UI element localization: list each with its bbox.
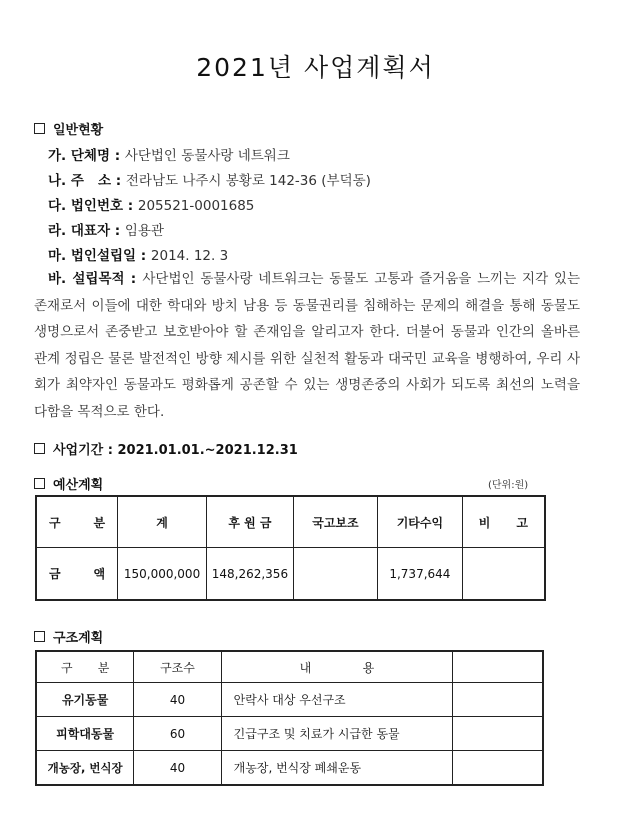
table-row <box>36 717 543 751</box>
section-title: 구조계획 <box>53 631 104 646</box>
cell-count: 40 <box>134 683 221 717</box>
page-title: 2021년 사업계획서 <box>196 53 435 82</box>
table-row <box>36 751 543 786</box>
section-period-heading <box>34 439 298 458</box>
cell-subsidy <box>293 548 377 601</box>
cell-empty <box>453 683 543 717</box>
rescue-header-row <box>36 651 543 683</box>
header-donation: 후 원 금 <box>206 496 293 548</box>
cell-content: 안락사 대상 우선구조 <box>221 683 453 717</box>
cell-empty <box>453 751 543 786</box>
info-item-founding-date: 마. 법인설립일 : 2014. 12. 3 <box>48 248 229 264</box>
checkbox-square-icon <box>34 123 45 134</box>
header-empty <box>453 651 543 683</box>
cell-total: 150,000,000 <box>118 548 207 601</box>
cell-empty <box>453 717 543 751</box>
section-budget-heading <box>34 474 103 493</box>
cell-count: 60 <box>134 717 221 751</box>
cell-content: 긴급구조 및 치료가 시급한 동물 <box>221 717 453 751</box>
checkbox-square-icon <box>34 478 45 489</box>
cell-other-income: 1,737,644 <box>378 548 463 601</box>
header-other-income: 기타수익 <box>378 496 463 548</box>
section-title: 일반현황 <box>53 123 104 138</box>
budget-amount-row <box>36 548 545 601</box>
header-subsidy: 국고보조 <box>293 496 377 548</box>
cell-donation: 148,262,356 <box>206 548 293 601</box>
header-rescue-count: 구조수 <box>134 651 221 683</box>
checkbox-square-icon <box>34 631 45 642</box>
section-title: 예산계획 <box>53 478 104 493</box>
cell-count: 40 <box>134 751 221 786</box>
header-note: 비 고 <box>462 496 545 548</box>
header-category: 구 분 <box>36 496 118 548</box>
cell-note <box>462 548 545 601</box>
section-general-heading <box>34 119 103 138</box>
header-total: 계 <box>118 496 207 548</box>
section-title: 사업기간 : 2021.01.01.~2021.12.31 <box>53 443 298 458</box>
budget-header-row <box>36 496 545 548</box>
rescue-table <box>35 650 544 786</box>
unit-label: (단위:원) <box>488 480 529 491</box>
row-label: 금 액 <box>36 548 118 601</box>
budget-table <box>35 495 546 601</box>
cell-category: 피학대동물 <box>36 717 134 751</box>
header-category: 구 분 <box>36 651 134 683</box>
info-item-org-name: 가. 단체명 : 사단법인 동물사랑 네트워크 <box>48 148 290 164</box>
table-row <box>36 683 543 717</box>
cell-category: 개농장, 번식장 <box>36 751 134 786</box>
cell-category: 유기동물 <box>36 683 134 717</box>
header-content: 내 용 <box>221 651 453 683</box>
checkbox-square-icon <box>34 443 45 454</box>
cell-content: 개농장, 번식장 폐쇄운동 <box>221 751 453 786</box>
info-item-purpose: 바. 설립목적 : 사단법인 동물사랑 네트워크는 동물도 고통과 즐거움을 느끼는 지각 있는 존재로서 이들에 대한 학대와 방치 남용 등 동물권리를 침해하는 문제의 해결을 통해 동물도 생명으로서 존중받고 보호받아야 할 존재임을 알리고자 한다. 더불어 동물과 인간의 올바른 관계 정립은 물론 발전적인 방향 제시를 위한 실천적 활동과 대국민 교육을 병행하여, 우리 사회가 최약자인 동물과도 평화롭게 공존할 수 있는 생명존중의 사회가 되도록 최선의 노력을 다함을 목적으로 한다. <box>34 271 580 420</box>
info-item-corp-number: 다. 법인번호 : 205521-0001685 <box>48 198 255 214</box>
info-item-representative: 라. 대표자 : 임용관 <box>48 223 164 239</box>
info-item-address: 나. 주 소 : 전라남도 나주시 봉황로 142-36 (부덕동) <box>48 173 371 189</box>
section-rescue-heading <box>34 627 103 646</box>
